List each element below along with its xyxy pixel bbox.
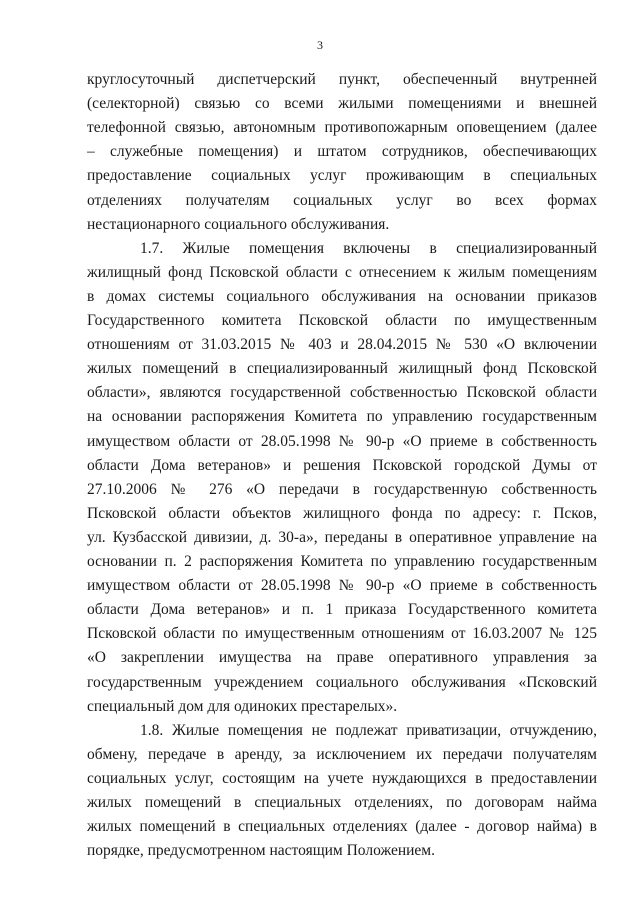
text-line: 1.8. Жилые помещения не подлежат приватизации, отчуждению, (140, 722, 597, 739)
text-line: Псковской области объектов жилищного фонда по адресу: г. Псков, (87, 505, 597, 522)
text-line: государственным учреждением социального обслуживания «Псковский (87, 674, 597, 691)
text-line: основании п. 2 распоряжения Комитета по управлению государственным (87, 553, 597, 570)
text-line: в домах системы социального обслуживания на основании приказов (87, 288, 597, 305)
text-line: на основании распоряжения Комитета по управлению государственным (87, 408, 597, 425)
text-line: имуществом области от 28.05.1998 № 90-р «О приеме в собственность (87, 577, 597, 594)
text-line: 27.10.2006 № 276 «О передачи в государственную собственность (87, 481, 597, 498)
text-line: обмену, передаче в аренду, за исключением их передачи получателям (87, 746, 597, 763)
text-line: Псковской области по имущественным отношениям от 16.03.2007 № 125 (87, 625, 597, 642)
text-line: жилых помещений в специальных отделениях (далее - договор найма) в (87, 818, 597, 835)
text-line: предоставление социальных услуг проживающим в специальных (87, 167, 597, 184)
text-line: области Дома ветеранов» и решения Псковской городской Думы от (87, 457, 597, 474)
text-line: имуществом области от 28.05.1998 № 90-р «О приеме в собственность (87, 433, 597, 450)
text-line: специальный дом для одиноких престарелых». (87, 698, 398, 715)
text-line: – служебные помещения) и штатом сотрудников, обеспечивающих (87, 143, 597, 160)
text-line: Государственного комитета Псковской области по имущественным (87, 312, 597, 329)
text-line: отношениям от 31.03.2015 № 403 и 28.04.2015 № 530 «О включении (87, 336, 597, 353)
text-line: жилищный фонд Псковской области с отнесением к жилым помещениям (87, 264, 597, 281)
text-line: жилых помещений в специализированный жилищный фонд Псковской (87, 360, 597, 377)
text-line: 1.7. Жилые помещения включены в специализированный (140, 240, 597, 257)
text-line: круглосуточный диспетчерский пункт, обеспеченный внутренней (87, 71, 597, 88)
text-line: ул. Кузбасской дивизии, д. 30-а», переданы в оперативное управление на (87, 529, 597, 546)
text-line: «О закреплении имущества на праве оперативного управления за (87, 649, 597, 666)
text-line: жилых помещений в специальных отделениях, по договорам найма (87, 794, 597, 811)
text-line: отделениях получателям социальных услуг во всех формах (87, 192, 597, 209)
text-line: (селекторной) связью со всеми жилыми помещениями и внешней (87, 95, 597, 112)
text-line: области», являются государственной собственностью Псковской области (87, 384, 597, 401)
text-line: телефонной связью, автономным противопожарным оповещением (далее (87, 119, 597, 136)
text-line: области Дома ветеранов» и п. 1 приказа Государственного комитета (87, 601, 597, 618)
text-line: порядке, предусмотренном настоящим Положением. (87, 842, 435, 859)
text-line: нестационарного социального обслуживания. (87, 216, 390, 233)
page-number: 3 (317, 38, 323, 52)
text-line: социальных услуг, состоящим на учете нуждающихся в предоставлении (87, 770, 597, 787)
